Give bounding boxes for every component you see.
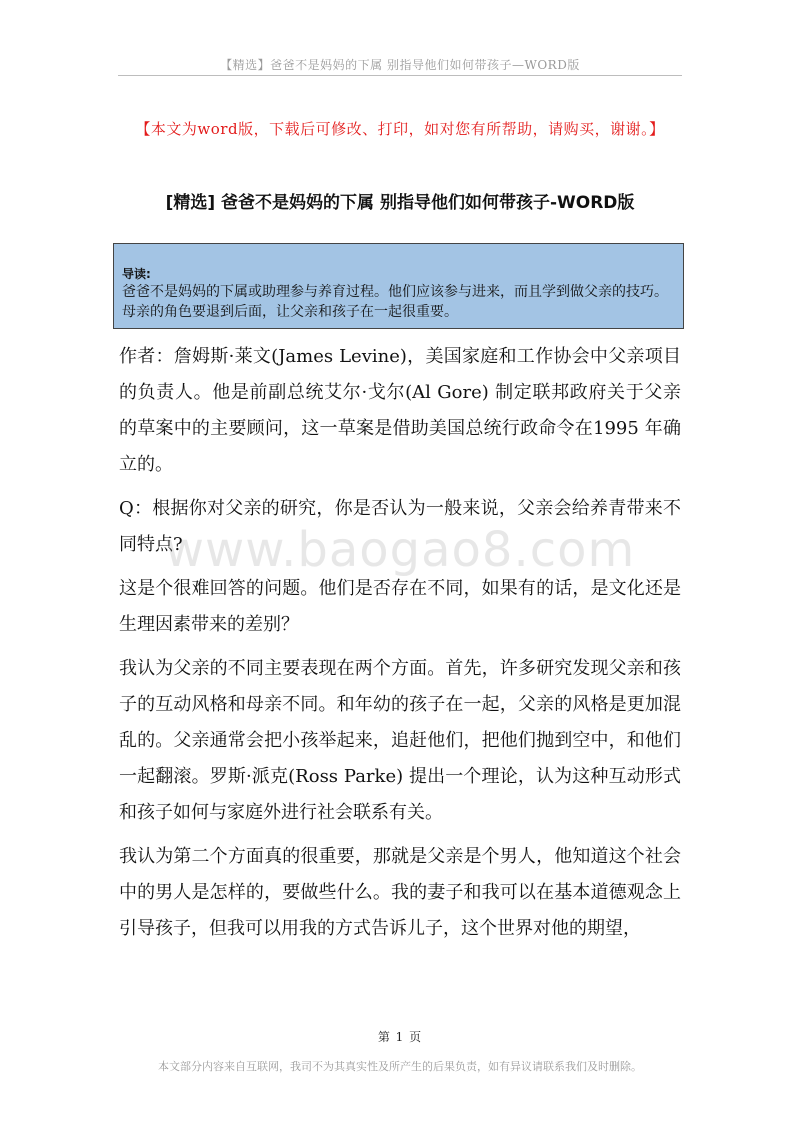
paragraph-answer-intro: 这是个很难回答的问题。他们是否存在不同，如果有的话，是文化还是生理因素带来的差别？ xyxy=(119,578,681,635)
paragraph-first-aspect: 我认为父亲的不同主要表现在两个方面。首先，许多研究发现父亲和孩子的互动风格和母亲不同。和年幼的孩子在一起，父亲的风格是更加混乱的。父亲通常会把小孩举起来，追赶他们，把他们抛到空中，和他们一起翻滚。罗斯·派克(Ross Parke) 提出一个理论，认为这种互动形式和孩子如何与家庭外进行社会联系有关。 xyxy=(119,658,681,823)
article-body xyxy=(119,339,681,955)
guide-box xyxy=(113,243,684,329)
purchase-notice: 【本文为word版，下载后可修改、打印，如对您有所帮助，请购买，谢谢。】 xyxy=(135,120,665,138)
paragraph-question: Q：根据你对父亲的研究，你是否认为一般来说，父亲会给养青带来不同特点? xyxy=(119,498,681,555)
guide-label: 导读: xyxy=(122,267,151,281)
page-header: 【精选】爸爸不是妈妈的下属 别指导他们如何带孩子—WORD版 xyxy=(220,58,580,72)
watermark: www.baogao8.com xyxy=(164,522,636,578)
guide-text: 爸爸不是妈妈的下属或助理参与养育过程。他们应该参与进来，而且学到做父亲的技巧。母亲的角色要退到后面，让父亲和孩子在一起很重要。 xyxy=(122,284,668,320)
header-divider xyxy=(118,75,682,76)
page-number: 第 1 页 xyxy=(377,1030,423,1044)
paragraph-second-aspect: 我认为第二个方面真的很重要，那就是父亲是个男人，他知道这个社会中的男人是怎样的，要做些什么。我的妻子和我可以在基本道德观念上引导孩子，但我可以用我的方式告诉儿子，这个世界对他的期望， xyxy=(119,846,681,939)
footer-disclaimer: 本文部分内容来自互联网，我司不为其真实性及所产生的后果负责，如有异议请联系我们及时删除。 xyxy=(158,1060,642,1073)
document-title: [精选] 爸爸不是妈妈的下属 别指导他们如何带孩子-WORD版 xyxy=(165,193,635,213)
paragraph-author: 作者：詹姆斯·莱文(James Levine)，美国家庭和工作协会中父亲项目的负责人。他是前副总统艾尔·戈尔(Al Gore) 制定联邦政府关于父亲的草案中的主要顾问，这一草案是借助美国总统行政命令在1995 年确立的。 xyxy=(119,346,681,475)
